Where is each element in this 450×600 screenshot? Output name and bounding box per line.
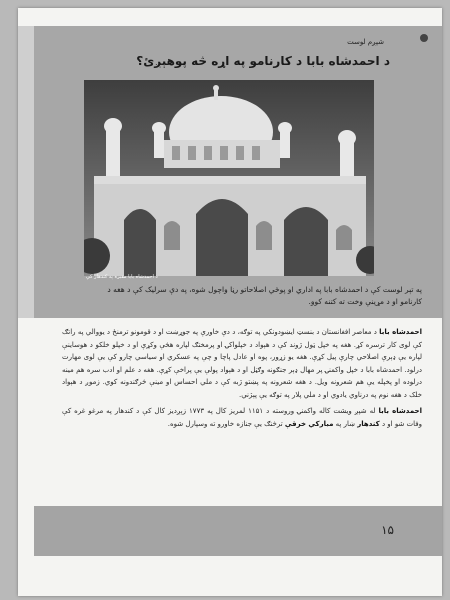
paragraph-2 — [62, 405, 422, 430]
body-text — [62, 326, 422, 434]
lesson-title: د احمدشاه بابا د کارنامو په اړه څه پوهېږئ؟ — [136, 54, 390, 68]
paragraph-1-lead: احمدشاه بابا — [379, 328, 422, 336]
paragraph-2-text-a: له شپږ ویشت کاله واکمنۍ وروسته د ۱۱۵۱ لمریز کال په ۱۷۷۳ زېږدیز کال کې د کندهار په مرغو غره کې وفات شو او د — [62, 407, 422, 428]
photo-caption: د احمدشاه بابا مقبره په کندهار کې — [86, 274, 158, 280]
paragraph-1 — [62, 326, 422, 401]
textbook-page — [18, 8, 442, 596]
paragraph-2-lead: احمدشاه بابا — [378, 407, 422, 415]
page-edge-decoration — [18, 26, 34, 318]
section-label: شپږم لوست — [347, 38, 384, 46]
paragraph-2-place: کندهار — [357, 419, 380, 428]
mausoleum-illustration — [84, 80, 374, 276]
mausoleum-photo — [84, 80, 374, 276]
section-bullet-icon — [420, 34, 428, 42]
paragraph-2-text-c: ترڅنګ یې جنازه خاورو ته وسپارل شوه. — [167, 419, 283, 428]
intro-paragraph: په تېر لوست کې د احمدشاه بابا په اداري او پوځي اصلاحاتو رڼا واچول شوه، په دې سرلیک کې د هغه د کارنامو او د مړينې وخت ته کتنه کوو. — [107, 285, 422, 306]
page-number: ۱۵ — [381, 523, 394, 537]
paragraph-1-text: د معاصر افغانستان د بنسټ ایښودونکي په توګه، د دې خاورې په جوړښت او د قومونو ترمنځ د یووالي په راتګ کې لوی کار ترسره کړ. هغه په خپل ټول ژوند کې د هېواد د خپلواکۍ او پرمختګ لپاره هڅې وکړې او د خپلو خلکو د هوساینې لپاره یې ډېرې اصلاحي چارې پیل کړې. هغه یو زړور، پوه او عادل پاچا و چې په عسکري او سیاسي چارو کې یې لوی مهارت درلود. احمدشاه بابا د خپل واکمنۍ پر مهال ډېر جنګونه وګټل او د هېواد پولې یې پراخې کړې. هغه د علم او ادب سره هم مینه درلوده او پخپله یې هم شعرونه ویل. د هغه شعرونه په پښتو ژبه کې د ملي احساس او مینې څرګندونه کوي. زموږ د هېواد خلک د هغه نوم په درناوي یادوي او د ملي پلار په توګه یې پېژني. — [62, 328, 422, 399]
paragraph-2-text-b: ښار په — [335, 419, 355, 428]
paragraph-2-shrine: مبارکي خرقې — [284, 419, 334, 428]
